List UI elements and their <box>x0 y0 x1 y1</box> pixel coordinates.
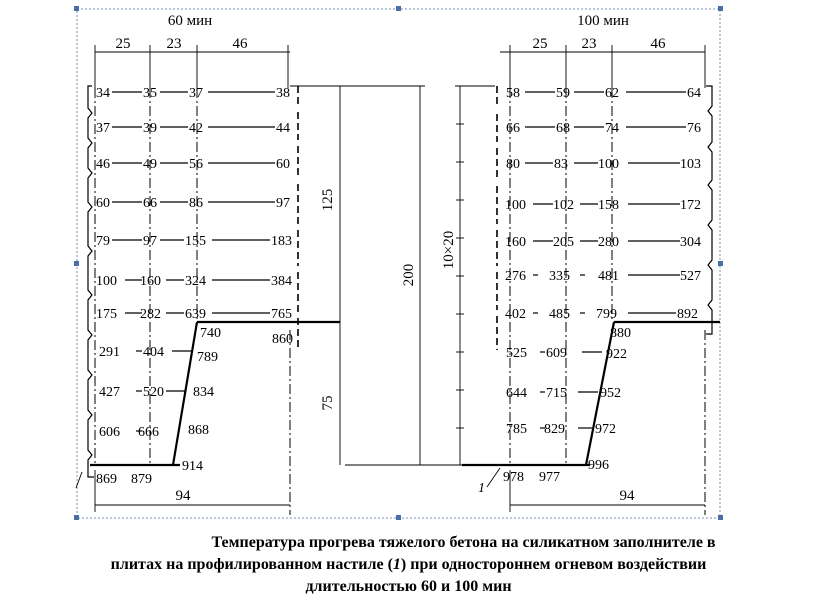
caption-ref-1: 1 <box>392 556 401 573</box>
right-cell: 103 <box>680 157 701 172</box>
right-lower-cell: 525 <box>506 346 527 361</box>
left-cell: 282 <box>140 307 161 322</box>
right-lower-cell: 952 <box>600 386 621 401</box>
right-values <box>478 86 701 496</box>
left-cell: 60 <box>276 157 290 172</box>
left-lower-cell: 404 <box>143 345 164 360</box>
left-lower-cell: 520 <box>143 385 164 400</box>
left-cell: 100 <box>96 274 117 289</box>
right-lower-cell: 922 <box>606 347 627 362</box>
left-bottom-val: 869 <box>96 472 117 487</box>
left-cell: 37 <box>96 121 110 136</box>
left-cell: 44 <box>276 121 290 136</box>
left-lower-cell: 868 <box>188 423 209 438</box>
resize-handle-bottom-left[interactable] <box>74 515 79 520</box>
right-cell: 83 <box>554 157 568 172</box>
resize-handle-bottom[interactable] <box>396 515 401 520</box>
right-lower-cell: 715 <box>546 386 567 401</box>
right-cell: 304 <box>680 235 701 250</box>
figure-caption <box>0 532 817 598</box>
left-width-2: 23 <box>166 36 182 52</box>
dim-75: 75 <box>320 395 336 411</box>
right-cell: 160 <box>505 235 526 250</box>
left-values <box>96 86 293 487</box>
caption-line-2 <box>0 554 817 576</box>
left-cell: 42 <box>189 121 203 136</box>
right-cell: 80 <box>506 157 520 172</box>
right-cell: 335 <box>549 269 570 284</box>
right-lower-cell: 829 <box>544 422 565 437</box>
right-cell: 527 <box>680 269 701 284</box>
caption-line-2-start: плитах на профилированном настиле ( <box>110 556 393 573</box>
right-cell: 100 <box>598 157 619 172</box>
left-lower-cell: 789 <box>197 350 218 365</box>
right-cell: 276 <box>505 269 526 284</box>
left-cell: 38 <box>276 86 290 101</box>
resize-handle-top[interactable] <box>396 6 401 11</box>
right-title: 100 мин <box>577 13 629 29</box>
right-cell: 799 <box>596 307 617 322</box>
right-cell: 402 <box>505 307 526 322</box>
left-cell: 79 <box>96 234 110 249</box>
left-title: 60 мин <box>167 13 213 29</box>
right-cell: 64 <box>687 86 701 101</box>
right-cell: 62 <box>605 86 619 101</box>
right-corner-880: 880 <box>610 326 631 341</box>
right-lower-cell: 609 <box>546 346 567 361</box>
left-cell: 97 <box>143 234 157 249</box>
right-cell: 172 <box>680 198 701 213</box>
dim-10x20: 10×20 <box>441 230 457 270</box>
dim-125: 125 <box>320 188 336 212</box>
right-bottom-val: 978 <box>503 470 524 485</box>
right-cell: 892 <box>677 307 698 322</box>
left-cell: 86 <box>189 196 203 211</box>
center-dimensions <box>290 86 495 465</box>
left-cell: 60 <box>96 196 110 211</box>
left-cell: 46 <box>96 157 110 172</box>
right-bottom-val: 977 <box>539 470 560 485</box>
right-lower-cell: 785 <box>506 422 527 437</box>
deck-marker-1: 1 <box>478 481 485 496</box>
left-cell: 37 <box>189 86 203 101</box>
resize-handle-left[interactable] <box>74 261 79 266</box>
left-cell: 66 <box>143 196 157 211</box>
left-bottom-val: 879 <box>131 472 152 487</box>
left-cell: 183 <box>271 234 292 249</box>
left-lower-cell: 834 <box>193 385 214 400</box>
left-cell: 175 <box>96 307 117 322</box>
right-cell: 205 <box>553 235 574 250</box>
right-cell: 58 <box>506 86 520 101</box>
right-cell: 481 <box>598 269 619 284</box>
left-lower-cell: 427 <box>99 385 120 400</box>
right-cell: 280 <box>598 235 619 250</box>
left-width-1: 25 <box>115 36 131 52</box>
left-cell: 155 <box>185 234 206 249</box>
right-cell: 74 <box>605 121 619 136</box>
resize-handle-bottom-right[interactable] <box>718 515 723 520</box>
right-cell: 485 <box>549 307 570 322</box>
right-bottom-width: 94 <box>619 488 635 504</box>
right-panel <box>462 13 720 515</box>
left-bottom-914: 914 <box>182 459 203 474</box>
left-cell: 384 <box>271 274 292 289</box>
selection-frame[interactable] <box>74 6 723 520</box>
right-cell: 102 <box>553 198 574 213</box>
caption-line-2-end: ) при одностороннем огневом воздействии <box>400 556 707 573</box>
left-cell: 39 <box>143 121 157 136</box>
dim-200: 200 <box>401 263 417 287</box>
resize-handle-top-right[interactable] <box>718 6 723 11</box>
right-cell: 76 <box>687 121 701 136</box>
left-cell: 35 <box>143 86 157 101</box>
left-cell: 160 <box>140 274 161 289</box>
right-cell: 68 <box>556 121 570 136</box>
left-cell: 324 <box>185 274 206 289</box>
right-grid <box>525 92 686 428</box>
resize-handle-top-left[interactable] <box>74 6 79 11</box>
right-lower-cell: 644 <box>506 386 527 401</box>
right-lower-cell: 972 <box>595 422 616 437</box>
right-width-2: 23 <box>581 36 597 52</box>
left-cell: 49 <box>143 157 157 172</box>
left-cell: 639 <box>185 307 206 322</box>
left-lower-cell: 666 <box>138 425 159 440</box>
left-corner-860: 860 <box>272 332 293 347</box>
left-corner-740: 740 <box>200 326 221 341</box>
left-lower-cell: 291 <box>99 345 120 360</box>
caption-line-1: Температура прогрева тяжелого бетона на силикатном заполнителе в <box>211 534 716 551</box>
left-cell: 97 <box>276 196 290 211</box>
right-cell: 66 <box>506 121 520 136</box>
left-panel <box>76 13 340 515</box>
right-bottom-996: 996 <box>588 458 609 473</box>
left-bottom-width: 94 <box>175 488 191 504</box>
left-width-3: 46 <box>232 36 248 52</box>
right-cell: 158 <box>598 198 619 213</box>
right-width-3: 46 <box>650 36 666 52</box>
left-cell: 56 <box>189 157 203 172</box>
caption-line-3: длительностью 60 и 100 мин <box>305 578 512 595</box>
right-width-1: 25 <box>532 36 548 52</box>
left-lower-cell: 606 <box>99 425 120 440</box>
resize-handle-right[interactable] <box>718 261 723 266</box>
left-grid <box>112 92 275 431</box>
left-cell: 34 <box>96 86 110 101</box>
right-cell: 59 <box>556 86 570 101</box>
right-cell: 100 <box>505 198 526 213</box>
left-cell: 765 <box>271 307 292 322</box>
